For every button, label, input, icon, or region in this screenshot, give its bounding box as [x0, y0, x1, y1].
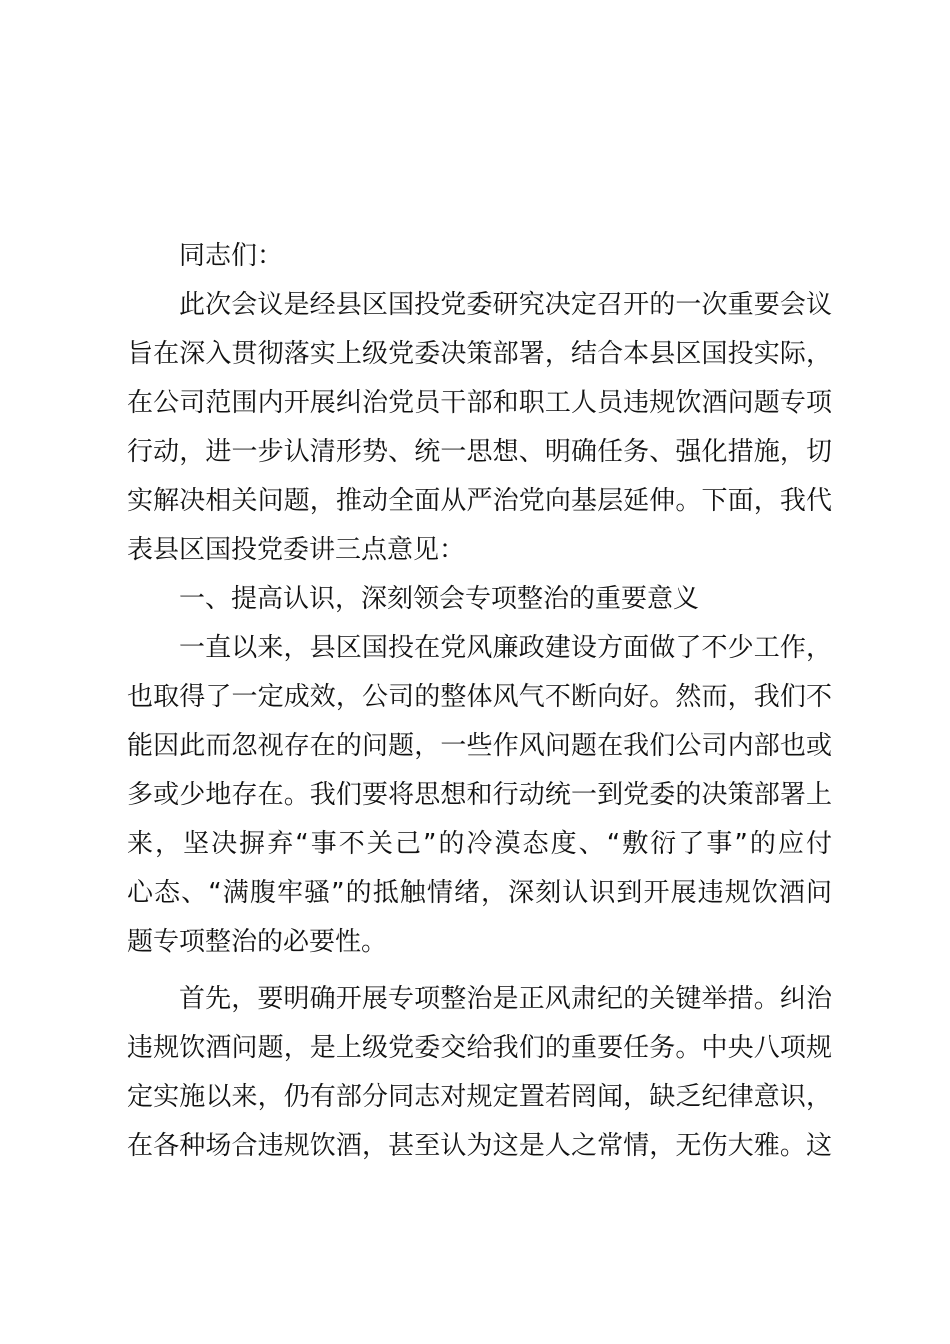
paragraph-line: 首先，要明确开展专项整治是正风肃纪的关键举措。纠治	[179, 984, 832, 1014]
salutation: 同志们：	[179, 241, 284, 271]
paragraph-1	[127, 281, 832, 575]
paragraph-line: 实解决相关问题，推动全面从严治党向基层延伸。下面，我代	[127, 486, 832, 516]
paragraph-line: 在公司范围内开展纠治党员干部和职工人员违规饮酒问题专项	[127, 388, 832, 418]
paragraph-line: 一直以来，县区国投在党风廉政建设方面做了不少工作，	[179, 633, 832, 663]
document-body	[127, 232, 832, 1171]
paragraph-line: 定实施以来，仍有部分同志对规定置若罔闻，缺乏纪律意识，	[127, 1082, 832, 1112]
paragraph-line: 行动，进一步认清形势、统一思想、明确任务、强化措施，切	[127, 437, 832, 467]
paragraph-line: 心态、“满腹牢骚”的抵触情绪，深刻认识到开展违规饮酒问	[127, 878, 832, 908]
section-heading: 一、提高认识，深刻领会专项整治的重要意义	[179, 584, 700, 614]
paragraph-3	[127, 975, 832, 1171]
paragraph-line: 也取得了一定成效，公司的整体风气不断向好。然而，我们不	[127, 682, 832, 712]
paragraph-line: 表县区国投党委讲三点意见：	[127, 535, 466, 565]
paragraph-2	[127, 624, 832, 967]
paragraph-spacer	[127, 967, 832, 975]
paragraph-line: 在各种场合违规饮酒，甚至认为这是人之常情，无伤大雅。这	[127, 1131, 832, 1161]
paragraph-line: 来，坚决摒弃“事不关己”的冷漠态度、“敷衍了事”的应付	[127, 829, 832, 859]
paragraph-line: 题专项整治的必要性。	[127, 927, 388, 957]
paragraph-line: 此次会议是经县区国投党委研究决定召开的一次重要会议	[179, 290, 832, 320]
paragraph-line: 违规饮酒问题，是上级党委交给我们的重要任务。中央八项规	[127, 1033, 832, 1063]
paragraph-line: 旨在深入贯彻落实上级党委决策部署，结合本县区国投实际，	[127, 339, 832, 369]
paragraph-line: 多或少地存在。我们要将思想和行动统一到党委的决策部署上	[127, 780, 832, 810]
paragraph-line: 能因此而忽视存在的问题，一些作风问题在我们公司内部也或	[127, 731, 832, 761]
